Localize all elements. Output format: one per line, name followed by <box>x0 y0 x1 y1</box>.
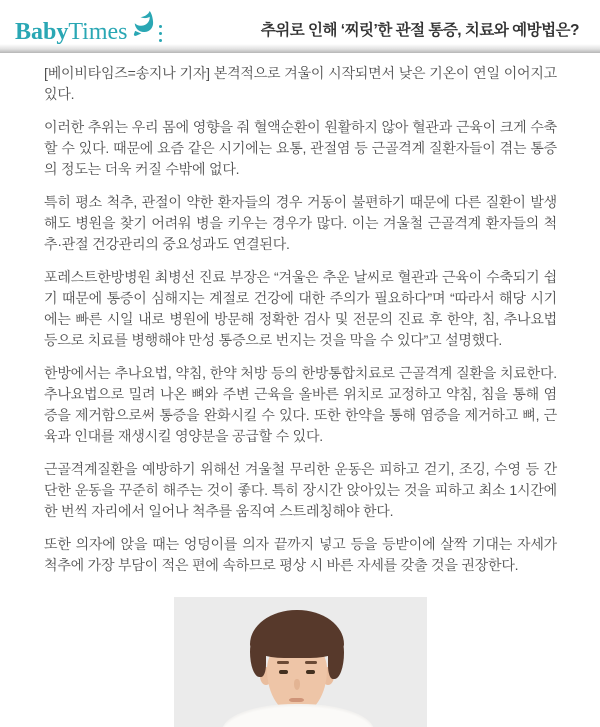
babytimes-logo[interactable] <box>15 10 162 44</box>
article-body <box>0 53 600 727</box>
header-divider <box>0 44 600 53</box>
article-paragraph: 한방에서는 추나요법, 약침, 한약 처방 등의 한방통합치료로 근골격계 질환을 치료한다. 추나요법으로 밀려 나온 뼈와 주변 근육을 올바른 위치로 교정하고 약침, 침을 통해 염증을 제거함으로써 통증을 완화시킬 수 있다. 또한 한약을 통해 염증을 제거하고 뼈, 근육과 인대를 재생시킬 영양분을 공급할 수 있다. <box>44 365 557 444</box>
logo-text-times: Times <box>68 19 128 45</box>
photo-nose <box>294 679 300 690</box>
logo-text-baby: Baby <box>15 19 69 45</box>
photo-hair-side-right <box>328 635 344 679</box>
article-paragraph: 특히 평소 척추, 관절이 약한 환자들의 경우 거동이 불편하기 때문에 다른 질환이 발생해도 병원을 찾기 어려워 병을 키우는 경우가 많다. 이는 겨울철 근골격계 환자들의 척추·관절 건강관리의 중요성과도 연결된다. <box>44 194 557 252</box>
photo-eye-right <box>306 670 315 674</box>
stork-icon <box>129 10 155 43</box>
photo-eye-left <box>279 670 288 674</box>
site-header <box>0 0 600 44</box>
logo-wordmark <box>15 20 128 44</box>
article-paragraph: 또한 의자에 앉을 때는 엉덩이를 의자 끝까지 넣고 등을 등받이에 살짝 기대는 자세가 척추에 가장 부담이 적은 편에 속하므로 평상 시 바른 자세를 갖출 것을 권장한다. <box>44 536 557 573</box>
article-headline: 추위로 인해 ‘찌릿’한 관절 통증, 치료와 예방법은? <box>260 22 579 39</box>
photo-eyebrow-right <box>305 661 317 664</box>
photo-mouth <box>289 698 304 702</box>
photo-shirt <box>222 704 374 727</box>
article-paragraph-byline: [베이비타임즈=송지나 기자] 본격적으로 겨울이 시작되면서 낮은 기온이 연일 이어지고 있다. <box>44 65 557 102</box>
logo-dots <box>159 25 162 42</box>
portrait-photo <box>174 597 427 727</box>
article-paragraph: 근골격계질환을 예방하기 위해선 겨울철 무리한 운동은 피하고 걷기, 조깅, 수영 등 간단한 운동을 꾸준히 해주는 것이 좋다. 특히 장시간 앉아있는 것을 피하고 최소 1시간에 한 번씩 자리에서 일어나 척추를 움직여 스트레칭해야 한다. <box>44 461 557 519</box>
photo-hair-side-left <box>250 635 266 677</box>
photo-eyebrow-left <box>277 661 289 664</box>
article-paragraph: 포레스트한방병원 최병선 진료 부장은 “겨울은 추운 날씨로 혈관과 근육이 수축되기 쉽기 때문에 통증이 심해지는 계절로 건강에 대한 주의가 필요하다”며 “따라서 해당 시기에는 빠른 시일 내로 병원에 방문해 정확한 검사 및 전문의 진료 후 한약, 침, 추나요법 등으로 치료를 병행해야 만성 통증으로 번지는 것을 막을 수 있다”고 설명했다. <box>44 269 557 348</box>
article-paragraph: 이러한 추위는 우리 몸에 영향을 줘 혈액순환이 원활하지 않아 혈관과 근육이 크게 수축할 수 있다. 때문에 요즘 같은 시기에는 요통, 관절염 등 근골격계 질환자들이 겪는 통증의 정도는 더욱 커질 수밖에 없다. <box>44 119 557 177</box>
